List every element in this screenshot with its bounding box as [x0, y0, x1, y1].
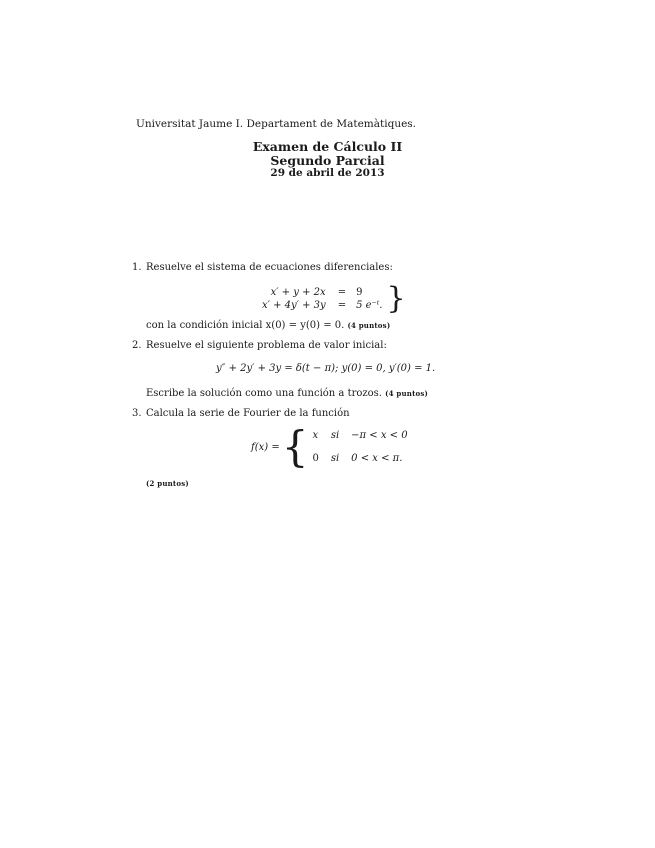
system-row: x′ + 4y′ + 3y = 5 e⁻ᵗ. [262, 300, 383, 311]
ivp-equation: y″ + 2y′ + 3y = δ(t − π); y(0) = 0, y′(0) = 1. [216, 363, 436, 374]
question-1-condition: con la condición inicial x(0) = y(0) = 0. (4 puntos) [146, 320, 391, 331]
right-brace: } [386, 281, 406, 316]
question-text: Calcula la serie de Fourier de la función [146, 408, 350, 419]
question-number: 1. [132, 262, 142, 273]
question-number: 2. [132, 340, 142, 351]
question-number: 3. [132, 408, 142, 419]
exam-subtitle: Segundo Parcial [270, 153, 385, 168]
case-row: x si −π < x < 0 [312, 430, 408, 441]
system-row: x′ + y + 2x = 9 [270, 287, 363, 298]
question-3-prompt [132, 408, 350, 419]
left-brace: { [281, 422, 309, 471]
question-text: Resuelve el siguiente problema de valor inicial: [146, 340, 387, 351]
exam-date: 29 de abril de 2013 [270, 167, 385, 179]
question-text: Resuelve el sistema de ecuaciones diferenciales: [146, 262, 393, 273]
equation-system [262, 281, 406, 316]
system-table [262, 287, 382, 311]
points-label: (2 puntos) [146, 479, 189, 488]
university-header: Universitat Jaume I. Departament de Matemàtiques. [136, 118, 417, 130]
points-label: (4 puntos) [347, 321, 391, 330]
case-row: 0 si 0 < x < π. [312, 453, 403, 464]
function-name: f(x) = [251, 441, 280, 453]
question-1-prompt [132, 262, 393, 273]
question-2-instruction: Escribe la solución como una función a trozos. (4 puntos) [146, 388, 429, 399]
points-label: (4 puntos) [385, 389, 429, 398]
cases-table [312, 430, 407, 464]
piecewise-function [251, 422, 408, 471]
question-2-prompt [132, 340, 387, 351]
exam-title: Examen de Cálculo II [252, 139, 403, 154]
